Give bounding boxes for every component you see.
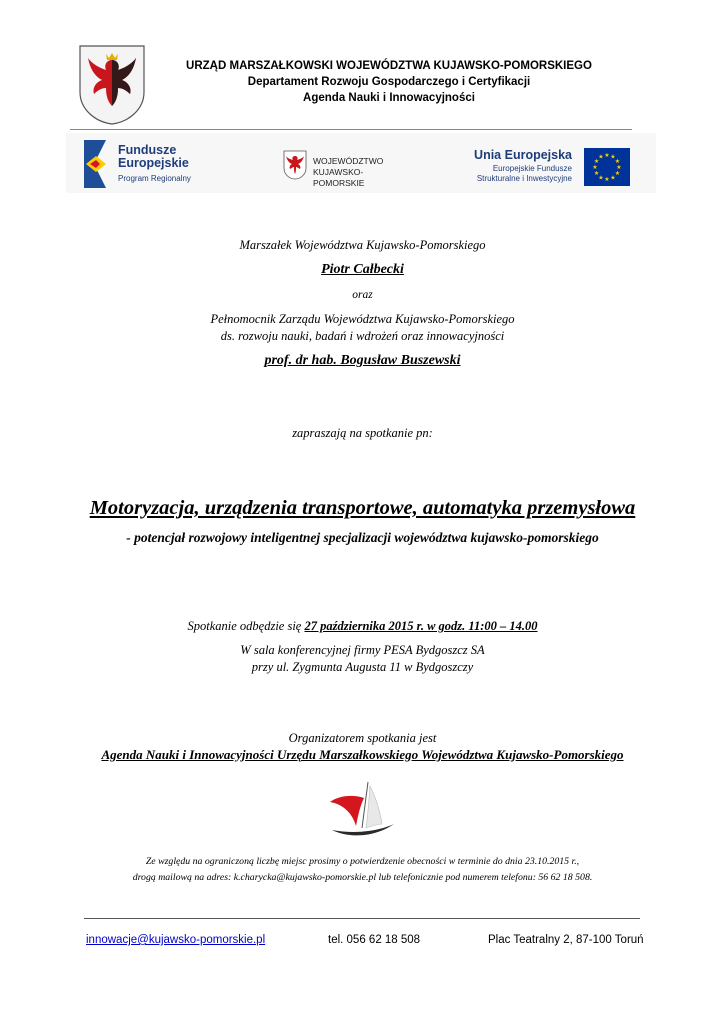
- svg-text:★: ★: [604, 152, 610, 159]
- date-prefix: Spotkanie odbędzie się: [187, 619, 305, 633]
- svg-text:★: ★: [598, 153, 604, 161]
- invite-text: zapraszają na spotkanie pn:: [292, 426, 433, 440]
- ue-title: Unia Europejska: [474, 148, 572, 162]
- svg-text:★: ★: [610, 153, 616, 161]
- unia-europejska-logo: [470, 144, 640, 190]
- plenipotentiary-line1: Pełnomocnik Zarządu Województwa Kujawsko-Pomorskiego: [210, 312, 515, 326]
- fe-star-icon: [84, 140, 110, 188]
- footer-divider: [84, 918, 640, 919]
- marshal-name: Piotr Całbecki: [321, 262, 404, 277]
- footer-address: Plac Teatralny 2, 87-100 Toruń: [488, 934, 644, 946]
- header-office-title: URZĄD MARSZAŁKOWSKI WOJEWÓDZTWA KUJAWSKO-POMORSKIEGO: [186, 60, 592, 72]
- footer-email-link[interactable]: innowacje@kujawsko-pomorskie.pl: [86, 934, 266, 946]
- header-agenda: Agenda Nauki i Innowacyjności: [303, 92, 475, 104]
- eu-flag-icon: [584, 148, 630, 186]
- fundusze-europejskie-logo: [84, 140, 214, 190]
- svg-text:★: ★: [610, 174, 616, 182]
- notice-line2: drogą mailową na adres: k.charycka@kujawsko-pomorskie.pl lub telefonicznie pod numerem telefonu: 56 62 18 508.: [132, 872, 593, 883]
- and-text: oraz: [352, 289, 373, 301]
- fe-line2: Europejskie: [118, 156, 189, 170]
- header-divider: [70, 129, 632, 130]
- plenipotentiary-line2: ds. rozwoju nauki, badań i wdrożeń oraz innowacyjności: [220, 329, 505, 343]
- event-subtitle: - potencjał rozwojowy inteligentnej specjalizacji województwa kujawsko-pomorskiego: [126, 530, 599, 545]
- date-value: 27 października 2015 r. w godz. 11:00 – 14.00: [304, 619, 538, 633]
- svg-text:★: ★: [616, 164, 622, 171]
- event-title: Motoryzacja, urządzenia transportowe, automatyka przemysłowa: [89, 497, 636, 519]
- marshal-title: Marszałek Województwa Kujawsko-Pomorskiego: [239, 238, 486, 252]
- prof-name: prof. dr hab. Bogusław Buszewski: [264, 353, 461, 368]
- organizer-intro: Organizatorem spotkania jest: [288, 731, 437, 745]
- svg-text:★: ★: [593, 158, 600, 165]
- svg-text:★: ★: [598, 174, 604, 182]
- sail-logo: [324, 780, 400, 840]
- footer-phone: tel. 056 62 18 508: [328, 934, 421, 946]
- svg-text:★: ★: [593, 170, 600, 177]
- woj-line1: WOJEWÓDZTWO: [313, 156, 384, 166]
- svg-text:★: ★: [592, 164, 598, 171]
- ue-line2: Strukturalne i Inwestycyjne: [476, 174, 572, 183]
- ue-line1: Europejskie Fundusze: [492, 164, 572, 173]
- location-line2: przy ul. Zygmunta Augusta 11 w Bydgoszczy: [251, 660, 474, 674]
- event-date: [0, 619, 725, 634]
- notice-line1: Ze względu na ograniczoną liczbę miejsc prosimy o potwierdzenie obecności w terminie do dnia 23.10.2015 r.,: [145, 856, 580, 867]
- wojewodztwo-logo: [283, 148, 413, 190]
- svg-text:★: ★: [604, 176, 610, 183]
- location-line1: W sala konferencyjnej firmy PESA Bydgoszcz SA: [240, 643, 485, 657]
- organizer-name: Agenda Nauki i Innowacyjności Urzędu Marszałkowskiego Województwa Kujawsko-Pomorskiego: [101, 747, 624, 762]
- coat-of-arms-logo: [76, 42, 148, 126]
- small-crest-icon: [283, 150, 307, 180]
- fe-line3: Program Regionalny: [118, 174, 191, 183]
- svg-text:★: ★: [614, 158, 621, 165]
- woj-line2: KUJAWSKO-POMORSKIE: [313, 167, 365, 188]
- fe-line1: Fundusze: [118, 143, 177, 157]
- svg-text:★: ★: [614, 170, 621, 177]
- header-department: Departament Rozwoju Gospodarczego i Certyfikacji: [247, 76, 531, 88]
